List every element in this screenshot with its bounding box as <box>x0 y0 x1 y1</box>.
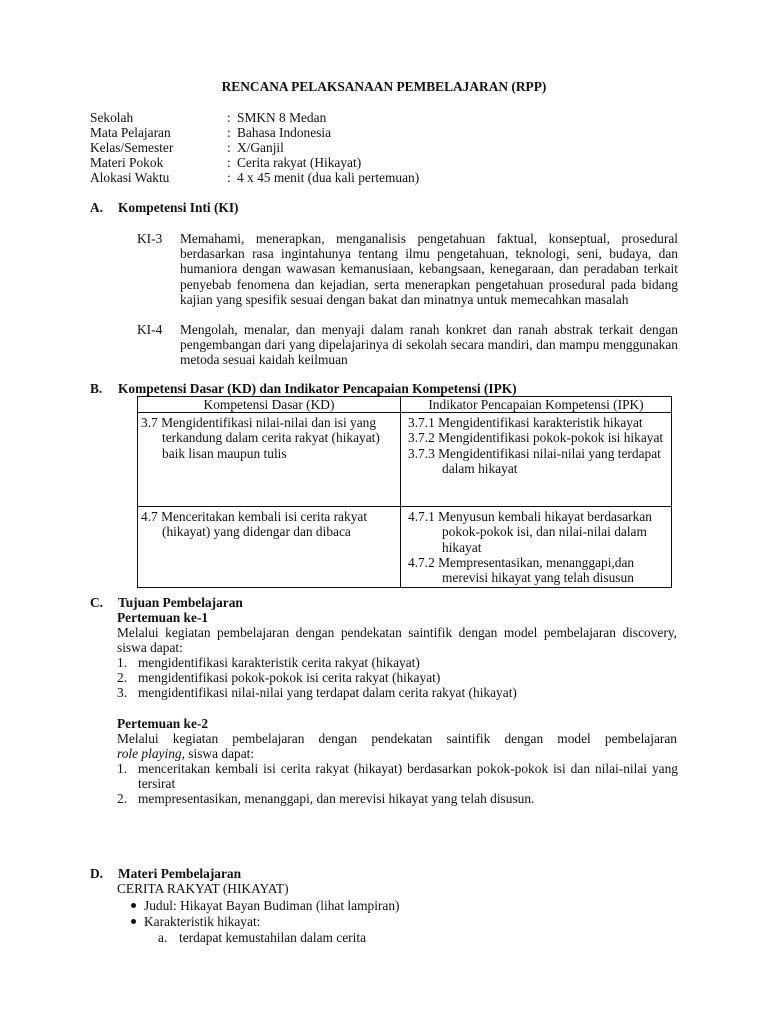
identity-label: Sekolah <box>90 110 134 125</box>
ki-4-label: KI-4 <box>137 322 163 337</box>
identity-colon: : <box>227 140 231 155</box>
identity-value: SMKN 8 Medan <box>237 110 327 125</box>
table-header-ipk: Indikator Pencapaian Kompetensi (IPK) <box>401 397 672 413</box>
ipk-item: 3.7.1 Mengidentifikasi karakteristik hikayat <box>408 415 643 430</box>
identity-colon: : <box>227 170 231 185</box>
section-title: Kompetensi Dasar (KD) dan Indikator Pencapaian Kompetensi (IPK) <box>118 381 517 396</box>
list-text: mengidentifikasi karakteristik cerita rakyat (hikayat) <box>138 655 420 670</box>
list-text: mengidentifikasi nilai-nilai yang terdapat dalam cerita rakyat (hikayat) <box>138 685 517 700</box>
list-number: 2. <box>117 670 128 685</box>
identity-row-sekolah <box>90 110 690 125</box>
identity-row-mata-pelajaran <box>90 125 690 140</box>
kd-text: 4.7 Menceritakan kembali isi cerita rakyat (hikayat) yang didengar dan dibaca <box>141 509 368 540</box>
identity-label: Alokasi Waktu <box>90 170 170 185</box>
section-letter: D. <box>90 866 104 881</box>
section-title: Kompetensi Inti (KI) <box>118 200 239 215</box>
ipk-item: 3.7.2 Mengidentifikasi pokok-pokok isi hikayat <box>408 430 664 446</box>
sub-list-text: terdapat kemustahilan dalam cerita <box>179 930 367 945</box>
intro-end: siswa dapat: <box>184 746 255 761</box>
ipk-item: 4.7.2 Mempresentasikan, menanggapi,dan merevisi hikayat yang telah disusun <box>408 554 635 586</box>
list-number: 1. <box>117 761 128 776</box>
identity-value: Bahasa Indonesia <box>237 125 332 140</box>
list-number: 1. <box>117 655 128 670</box>
table-header-kd: Kompetensi Dasar (KD) <box>138 397 401 413</box>
table-cell-ipk <box>401 507 672 588</box>
section-letter: A. <box>90 200 104 215</box>
list-text: mempresentasikan, menanggapi, dan merevisi hikayat yang telah disusun. <box>138 791 535 806</box>
pertemuan-1-heading: Pertemuan ke-1 <box>117 610 209 625</box>
ipk-item: 3.7.3 Mengidentifikasi nilai-nilai yang terdapat dalam hikayat <box>408 445 661 476</box>
identity-colon: : <box>227 125 231 140</box>
ki-3-label: KI-3 <box>137 231 163 246</box>
section-title: Tujuan Pembelajaran <box>118 595 243 610</box>
identity-row-alokasi-waktu <box>90 170 690 185</box>
kd-ipk-table <box>137 396 672 588</box>
pertemuan-1-intro: Melalui kegiatan pembelajaran dengan pendekatan saintifik dengan model pembelajaran discovery, siswa dapat: <box>117 625 677 655</box>
bullet-icon <box>131 903 136 908</box>
model-name: role playing, <box>117 746 185 761</box>
table-cell-kd <box>138 507 401 588</box>
bullet-icon <box>131 919 136 924</box>
table-header-row <box>138 397 672 413</box>
pertemuan-2-intro-line1: Melalui kegiatan pembelajaran dengan pendekatan saintifik dengan model pembelajaran <box>117 731 677 746</box>
pertemuan-2-heading: Pertemuan ke-2 <box>117 716 209 731</box>
table-row <box>138 413 672 507</box>
section-letter: B. <box>90 381 103 396</box>
identity-row-kelas-semester <box>90 140 690 155</box>
table-row <box>138 507 672 588</box>
identity-value: Cerita rakyat (Hikayat) <box>237 155 362 170</box>
section-letter: C. <box>90 595 104 610</box>
identity-value: X/Ganjil <box>237 140 284 155</box>
ki-3-text: Memahami, menerapkan, menganalisis pengetahuan faktual, konseptual, prosedural berdasarkan rasa ingintahunya tentang ilmu pengetahuan, teknologi, seni, budaya, dan humaniora dengan wawasan kemanusiaan, kebangsaan, kenegaraan, dan peradaban terkait penyebab fenomena dan kejadian, serta menerapkan pengetahuan prosedural pada bidang kajian yang spesifik sesuai dengan bakat dan minatnya untuk memecahkan masalah <box>180 231 678 307</box>
table-cell-ipk <box>401 413 672 507</box>
list-text: menceritakan kembali isi cerita rakyat (hikayat) berdasarkan pokok-pokok isi dan nilai-nilai yang tersirat <box>138 761 678 791</box>
document-title: RENCANA PELAKSANAAN PEMBELAJARAN (RPP) <box>221 79 547 94</box>
bullet-text: Judul: Hikayat Bayan Budiman (lihat lampiran) <box>144 898 400 913</box>
ipk-item: 4.7.1 Menyusun kembali hikayat berdasarkan pokok-pokok isi, dan nilai-nilai dalam hikayat <box>408 509 652 555</box>
identity-label: Materi Pokok <box>90 155 164 170</box>
identity-colon: : <box>227 110 231 125</box>
bullet-text: Karakteristik hikayat: <box>144 914 261 929</box>
pertemuan-2-intro-line2 <box>117 746 677 761</box>
identity-value: 4 x 45 menit (dua kali pertemuan) <box>237 170 420 185</box>
identity-colon: : <box>227 155 231 170</box>
materi-subtitle: CERITA RAKYAT (HIKAYAT) <box>117 881 289 896</box>
list-number: 3. <box>117 685 128 700</box>
list-number: 2. <box>117 791 128 806</box>
ki-4-text: Mengolah, menalar, dan menyaji dalam ranah konkret dan ranah abstrak terkait dengan pengembangan dari yang dipelajarinya di sekolah secara mandiri, dan mampu menggunakan metoda sesuai kaidah keilmuan <box>180 322 678 368</box>
sub-list-letter: a. <box>158 930 168 945</box>
section-title: Materi Pembelajaran <box>118 866 242 881</box>
list-text: mengidentifikasi pokok-pokok isi cerita rakyat (hikayat) <box>138 670 441 685</box>
identity-label: Kelas/Semester <box>90 140 174 155</box>
kd-text: 3.7 Mengidentifikasi nilai-nilai dan isi yang terkandung dalam cerita rakyat (hikayat) baik lisan maupun tulis <box>141 415 380 461</box>
table-cell-kd <box>138 413 401 507</box>
identity-label: Mata Pelajaran <box>90 125 171 140</box>
identity-row-materi-pokok <box>90 155 690 170</box>
